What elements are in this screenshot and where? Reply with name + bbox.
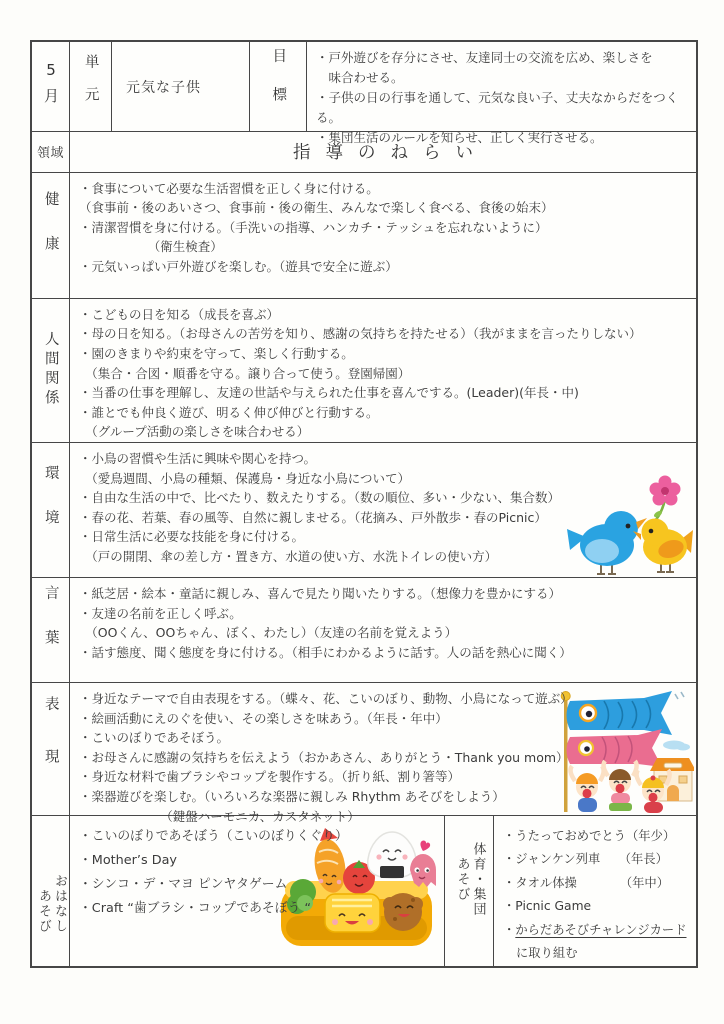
- text-line: （衛生検査）: [79, 239, 223, 255]
- header-row: [32, 42, 696, 145]
- pe-challenge-card-text: からだあそびチャレンジカード: [515, 922, 687, 937]
- pe-label-col1: 体育・集団: [470, 841, 486, 917]
- text-line: ・子供の日の行事を通して、元気な良い子、丈夫なからだをつくる。: [316, 90, 679, 125]
- section-expression: [32, 683, 696, 824]
- text-line: （愛鳥週間、小鳥の種類、保護鳥・身近な小鳥について）: [79, 470, 411, 486]
- text-line: ・絵画活動にえのぐを使い、その楽しさを味あう。（年長・年中）: [79, 710, 448, 726]
- story-label-cell: [32, 816, 70, 966]
- text-line: ・小鳥の習慣や生活に興味や関心を持つ。: [79, 450, 317, 466]
- text-line: ・集団生活のルールを知らせ、正しく実行させる。: [316, 130, 603, 145]
- text-line: ・戸外遊びを存分にさせ、友達同士の交流を広め、楽しさを: [316, 50, 653, 65]
- pe-lines: [503, 825, 690, 919]
- plan-table: [30, 40, 698, 968]
- health-content: [70, 173, 696, 298]
- goals-cell: [307, 42, 696, 145]
- relations-label-cell: [32, 299, 70, 442]
- text-line: ・お母さんに感謝の気持ちを伝えよう（おかあさん、ありがとう・Thank you mom）: [79, 749, 569, 765]
- text-line: ・清潔習慣を身に付ける。（手洗いの指導、ハンカチ・テッシュを忘れないように）: [79, 219, 548, 235]
- text-line: ・春の花、若葉、春の風等、自然に親しませる。（花摘み、戸外散歩・春のPicnic）: [79, 509, 547, 525]
- environment-lines: [79, 449, 690, 567]
- section-health: [32, 173, 696, 299]
- unit-value: 元気な子供: [126, 79, 201, 96]
- relations-label: 人間関係: [42, 331, 59, 410]
- domain-label-cell: [32, 132, 70, 172]
- pe-label-col2: あそび: [454, 856, 470, 902]
- story-label-col2: あそび: [36, 888, 51, 934]
- relations-content: [70, 299, 696, 442]
- text-line: ・Craft “歯ブラシ・コップであそぼう “: [79, 900, 312, 916]
- text-line: ・話す態度、聞く態度を身に付ける。（相手にわかるように話す。人の話を熱心に聞く）: [79, 644, 572, 660]
- domain-label: 領域: [36, 146, 64, 162]
- goal-label-cell: [250, 42, 307, 131]
- guidance-heading: 指導のねらい: [293, 143, 488, 164]
- text-line: （グループ活動の楽しさを味合わせる）: [79, 424, 310, 440]
- text-line: ・母の日を知る。（お母さんの苦労を知り、感謝の気持ちを持たせる）（我がままを言ったりしない）: [79, 326, 642, 342]
- expression-label-cell: [32, 683, 70, 815]
- expression-label: 表現: [42, 696, 59, 802]
- month-cell: [32, 42, 70, 131]
- pe-label-cell: [445, 816, 494, 966]
- story-content: [70, 816, 445, 966]
- text-line: ・誰とでも仲良く遊び、明るく伸び伸びと行動する。: [79, 404, 379, 420]
- health-label: 健康: [42, 190, 59, 280]
- text-line: ・食事について必要な生活習慣を正しく身に付ける。: [79, 180, 379, 196]
- pe-challenge-tail: に取り組む: [516, 946, 578, 961]
- pe-challenge-line: [503, 919, 690, 943]
- text-line: ・元気いっぱい戸外遊びを楽しむ。（遊具で安全に遊ぶ）: [79, 258, 398, 274]
- text-line: ・シンコ・デ・マヨ ピンヤタゲーム: [79, 876, 288, 892]
- text-line: ・こいのぼりであそぼう（こいのぼりくぐり）: [79, 828, 348, 844]
- section-environment: [32, 443, 696, 578]
- pe-label: [445, 816, 493, 917]
- text-line: ・当番の仕事を理解し、友達の世話や与えられた仕事を喜んでする。(Leader)(年長・中): [79, 385, 579, 401]
- story-label: [35, 848, 66, 934]
- text-line: （食事前・後のあいさつ、食事前・後の衛生、みんなで楽しく食べる、食後の始末）: [79, 200, 554, 216]
- month-label: 5月: [42, 61, 60, 112]
- bullet: ・: [503, 922, 516, 937]
- text-line: （集合・合図・順番を守る。譲り合って使う。登園帰園）: [79, 365, 411, 381]
- environment-content: [70, 443, 696, 577]
- text-line: （鍵盤ハーモニカ、カスタネット）: [79, 808, 360, 824]
- language-label: 言葉: [42, 585, 59, 675]
- text-line: ・自由な生活の中で、比べたり、数えたりする。（数の順位、多い・少ない、集合数）: [79, 490, 561, 506]
- text-line: ・紙芝居・絵本・童話に親しみ、喜んで見たり聞いたりする。（想像力を豊かにする）: [79, 585, 562, 601]
- story-lines: [79, 825, 438, 921]
- story-label-col1: おはなし: [51, 873, 67, 934]
- expression-lines: [79, 689, 690, 826]
- pe-content: [494, 816, 696, 966]
- text-line: 味合わせる。: [316, 70, 404, 85]
- text-line: ・こいのぼりであそぼう。: [79, 730, 230, 746]
- text-line: （OOくん、OOちゃん、ぼく、わたし）（友達の名前を覚えよう）: [79, 625, 458, 641]
- text-line: ・身近なテーマで自由表現をする。（蝶々、花、こいのぼり、動物、小鳥になって遊ぶ）: [79, 690, 573, 706]
- text-line: ・友達の名前を正しく呼ぶ。: [79, 605, 242, 621]
- environment-label: 環境: [42, 465, 59, 555]
- expression-content: [70, 683, 696, 824]
- text-line: ・Picnic Game: [503, 899, 592, 914]
- text-line: ・ジャンケン列車 （年長）: [503, 852, 668, 867]
- unit-label: 単元: [82, 54, 99, 119]
- goal-label: 目標: [270, 48, 287, 125]
- health-label-cell: [32, 173, 70, 298]
- section-language: [32, 578, 696, 683]
- unit-label-cell: [70, 42, 112, 131]
- text-line: （戸の開閉、傘の差し方・置き方、水道の使い方、水洗トイレの使い方）: [79, 548, 498, 564]
- environment-label-cell: [32, 443, 70, 577]
- text-line: ・Mother’s Day: [79, 852, 178, 868]
- text-line: ・日常生活に必要な技能を身に付ける。: [79, 529, 305, 545]
- text-line: ・楽器遊びを楽しむ。（いろいろな楽器に親しみ Rhythm あそびをしよう）: [79, 788, 505, 804]
- bottom-row: [32, 816, 696, 966]
- language-label-cell: [32, 578, 70, 682]
- text-line: ・タオル体操 （年中）: [503, 875, 670, 890]
- text-line: ・園のきまりや約束を守って、楽しく行動する。: [79, 345, 354, 361]
- text-line: ・身近な材料で歯ブラシやコップを製作する。（折り紙、割り箸等）: [79, 769, 461, 785]
- unit-value-cell: [112, 42, 250, 131]
- text-line: ・こどもの日を知る（成長を喜ぶ）: [79, 306, 280, 322]
- text-line: ・うたっておめでとう（年少）: [503, 828, 676, 843]
- section-relations: [32, 299, 696, 443]
- language-content: [70, 578, 696, 682]
